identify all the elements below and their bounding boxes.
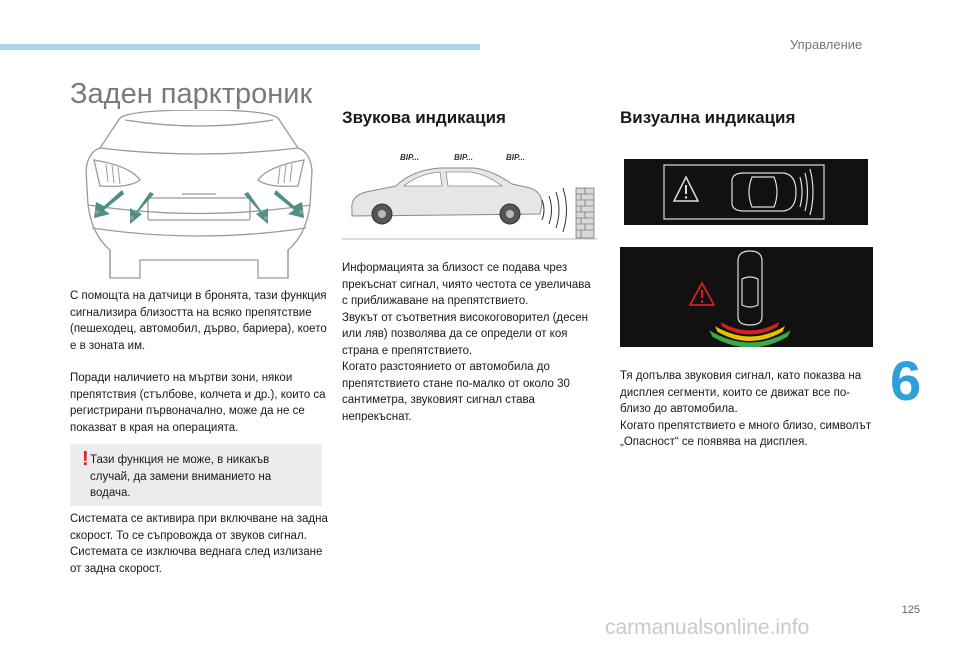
page-title: Заден парктроник [70,78,313,110]
beep-label: BIP... [506,153,525,162]
intro-paragraph: С помощта на датчици в бронята, тази функция сигнализира близостта на всяко препятствие (пешеходец, автомобил, дърво, бариера), което е в зоната им. [70,290,327,352]
beep-label: BIP... [454,153,473,162]
beep-label: BIP... [400,153,419,162]
audio-indication-paragraph: Информацията за близост се подава чрез прекъснат сигнал, чиято честота се увеличава с приближаване на препятствието. Звукът от съответния високоговорител (десен или ляв) позволява да се определи от коя страна е препятствието. Когато разстоянието от автомобила до препятствието стане по-малко от около 30 сантиметра, звуковият сигнал става непрекъснат. [342,262,591,423]
car-rear-sensors-illustration [70,110,328,280]
warning-note [70,444,322,506]
visual-indication-paragraph: Тя допълва звуковия сигнал, като показва на дисплея сегменти, които се движат все по-близо до автомобила. Когато препятствието е много близо, символът „Опасност“ се появява на дисплея. [620,370,872,448]
section-label: Управление [790,37,863,52]
display-screen-illustration [624,159,868,225]
sensor-arrow-icon [94,190,304,224]
display-segments-illustration [620,247,873,347]
header-accent-bar [0,44,480,50]
activation-paragraph: Системата се активира при включване на задна скорост. То се съпровожда от звуков сигнал. Системата се изключва веднага след излизане от задна скорост. [70,513,328,575]
warning-exclamation-icon: ! [82,448,89,470]
page-number: 125 [901,604,920,616]
car-side-beep-illustration [342,148,597,240]
chapter-number: 6 [890,349,922,412]
audio-indication-title: Звукова индикация [342,108,506,127]
watermark: carmanualsonline.info [605,616,810,639]
visual-indication-title: Визуална индикация [620,108,796,127]
warning-text: Тази функция не може, в никакъв случай, да замени вниманието на водача. [90,454,272,499]
dead-zones-paragraph: Поради наличието на мъртви зони, някои препятствия (стълбове, колчета и др.), които са регистрирани първоначално, може да не се показват в края на операцията. [70,372,326,434]
